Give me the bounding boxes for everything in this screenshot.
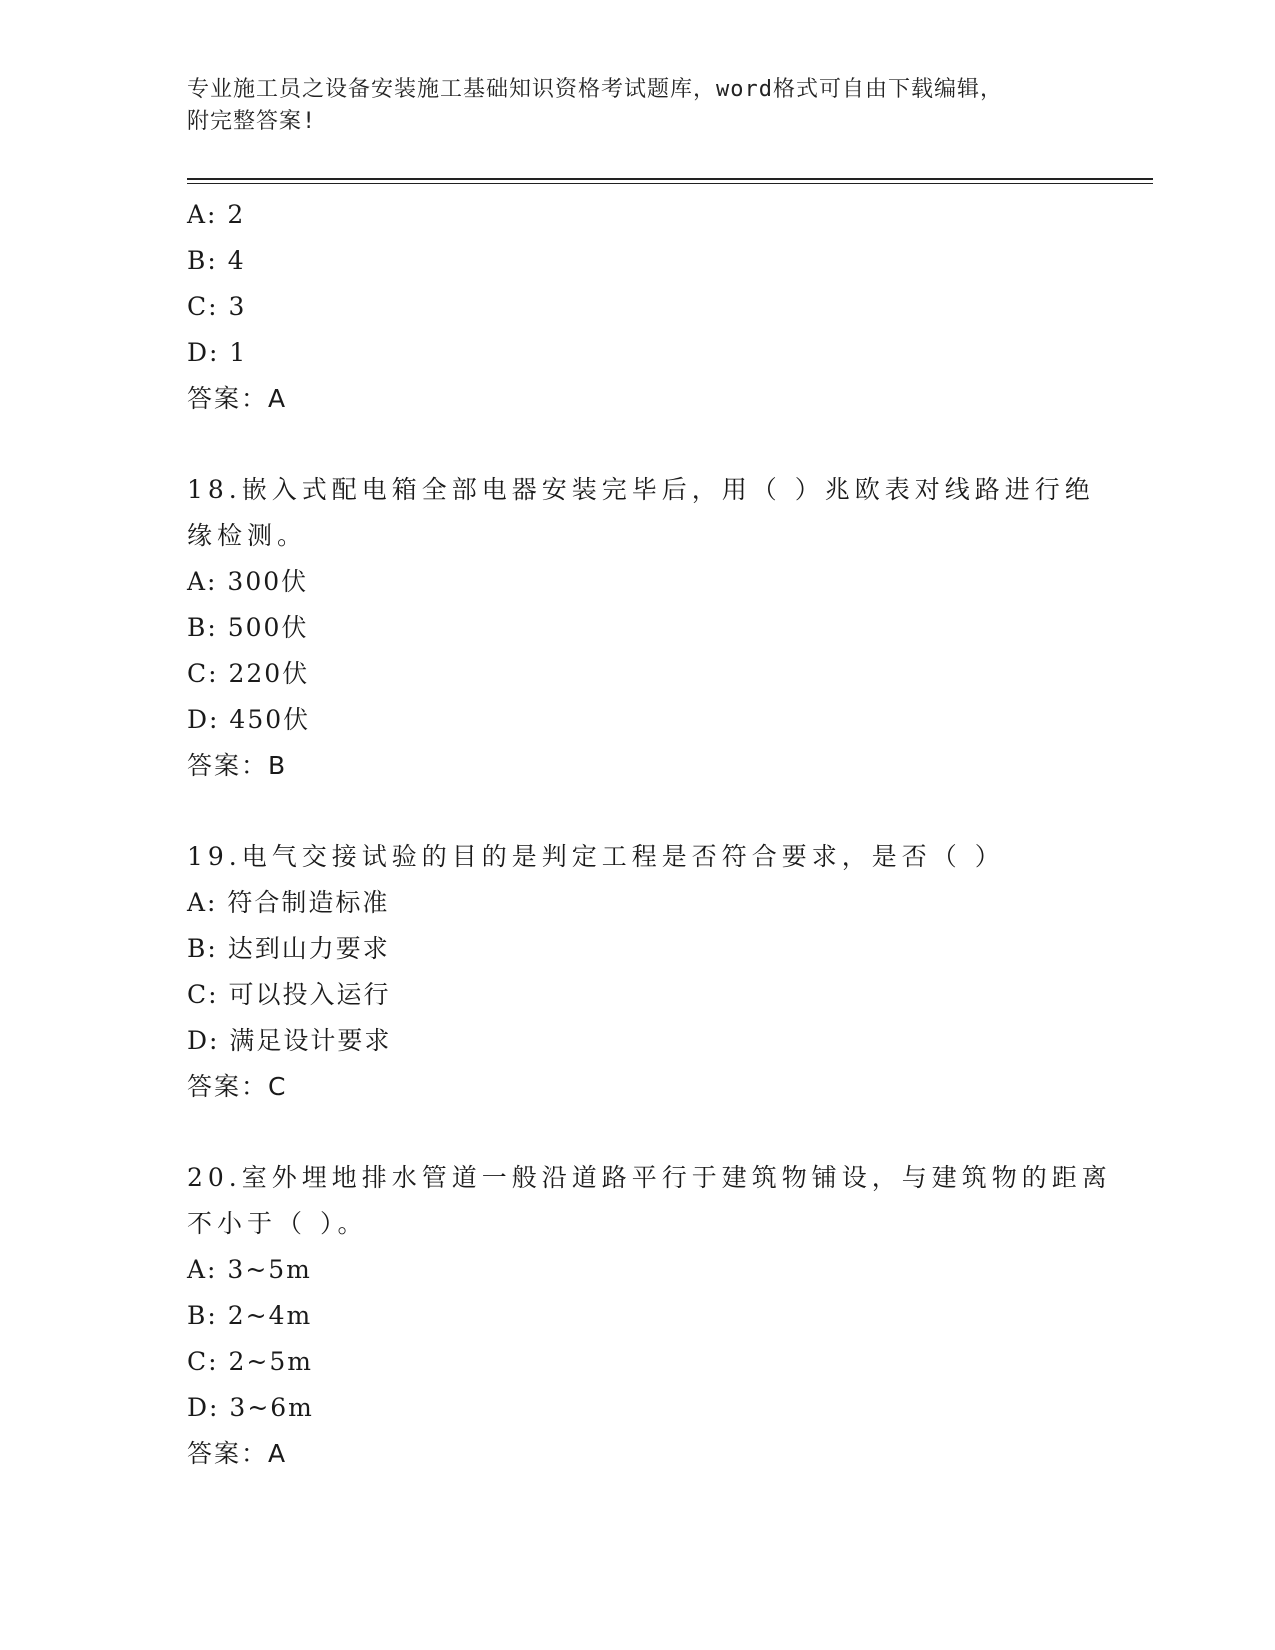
option-c: C: 3: [187, 292, 247, 321]
option-c: C: 可以投入运行: [187, 980, 391, 1009]
question-18: [187, 467, 1127, 789]
option-d: D: 满足设计要求: [187, 1026, 392, 1055]
question-stem-line-2: 不小于（ ）。: [187, 1209, 368, 1238]
question-17: [187, 192, 1127, 422]
option-c: C: 2~5m: [187, 1347, 313, 1376]
option-d: D: 1: [187, 338, 248, 367]
header-title-line-1: 专业施工员之设备安装施工基础知识资格考试题库，word格式可自由下载编辑，: [187, 77, 1003, 102]
option-b: B: 4: [187, 246, 246, 275]
spacer: [187, 1110, 1127, 1155]
header-divider: [187, 178, 1153, 180]
document-page: [187, 0, 1157, 1650]
spacer: [187, 422, 1127, 467]
question-stem-line-1: 20.室外埋地排水管道一般沿道路平行于建筑物铺设，与建筑物的距离: [187, 1163, 1112, 1192]
option-a: A: 符合制造标准: [187, 888, 390, 917]
question-stem-line-1: 19.电气交接试验的目的是判定工程是否符合要求，是否（ ）: [187, 842, 1005, 871]
question-stem-line-1: 18.嵌入式配电箱全部电器安装完毕后，用（ ）兆欧表对线路进行绝: [187, 475, 1095, 504]
spacer: [187, 789, 1127, 834]
header-title-line-2: 附完整答案!: [187, 109, 317, 134]
answer: 答案：A: [187, 384, 288, 413]
option-a: A: 2: [187, 200, 246, 229]
question-list: [187, 192, 1127, 1477]
answer: 答案：A: [187, 1439, 288, 1468]
question-stem-line-2: 缘检测。: [187, 521, 308, 550]
document-header: [187, 74, 1087, 138]
answer: 答案：B: [187, 751, 288, 780]
option-c: C: 220伏: [187, 659, 310, 688]
option-d: D: 450伏: [187, 705, 311, 734]
answer: 答案：C: [187, 1072, 288, 1101]
option-a: A: 3~5m: [187, 1255, 312, 1284]
option-a: A: 300伏: [187, 567, 309, 596]
option-b: B: 500伏: [187, 613, 309, 642]
option-b: B: 2~4m: [187, 1301, 313, 1330]
header-divider-thin: [187, 183, 1153, 184]
question-19: [187, 834, 1127, 1110]
question-20: [187, 1155, 1127, 1477]
option-b: B: 达到山力要求: [187, 934, 390, 963]
option-d: D: 3~6m: [187, 1393, 314, 1422]
